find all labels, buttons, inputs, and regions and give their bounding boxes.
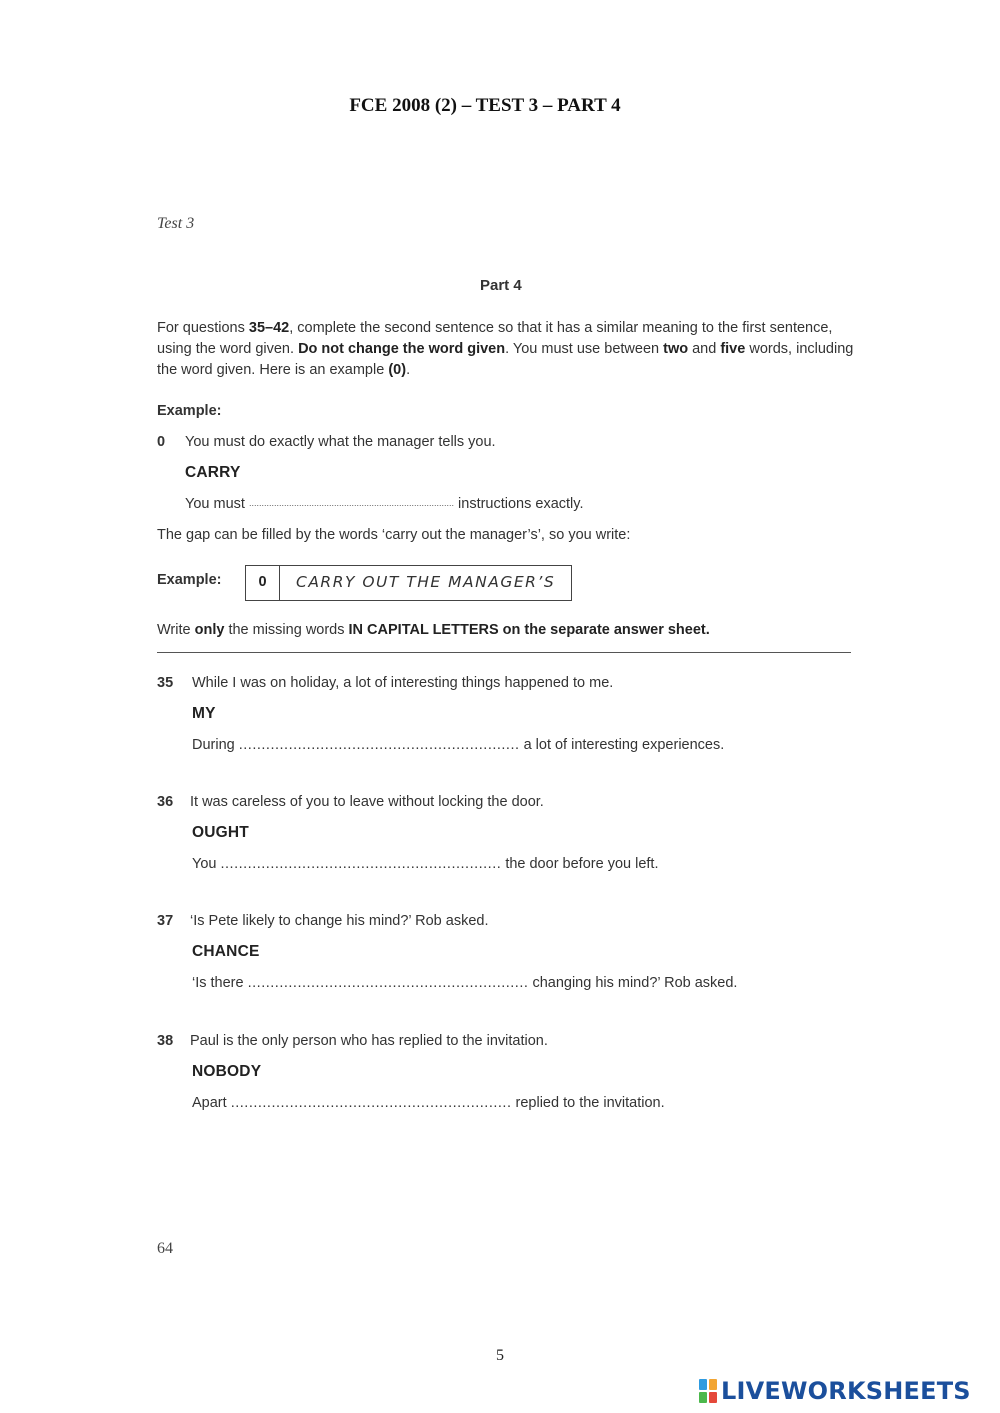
example-heading: Example:: [157, 403, 222, 419]
question-keyword: NOBODY: [192, 1063, 262, 1080]
part-heading: Part 4: [480, 277, 522, 294]
question-sentence: Paul is the only person who has replied to the invitation.: [190, 1033, 548, 1049]
divider-rule: [157, 652, 851, 653]
question-number: 35: [157, 675, 174, 691]
answer-gap[interactable]: ..............................................................: [247, 975, 529, 991]
question-number: 37: [157, 913, 174, 929]
logo-square-orange: [709, 1379, 717, 1390]
logo-square-blue: [699, 1379, 707, 1390]
logo-square-green: [699, 1392, 707, 1403]
question-sentence: While I was on holiday, a lot of interesting things happened to me.: [192, 675, 614, 691]
question-keyword: CHANCE: [192, 943, 260, 960]
question-sentence: It was careless of you to leave without locking the door.: [190, 794, 544, 810]
example-completion: You must .................................................................................. instructions exactly.: [185, 496, 584, 512]
example-sentence: You must do exactly what the manager tells you.: [185, 434, 496, 450]
question-completion: ‘Is there .............................................................. changing his mind?’ Rob asked.: [192, 975, 738, 991]
liveworksheets-wordmark: LIVEWORKSHEETS: [721, 1377, 971, 1405]
example-keyword: CARRY: [185, 464, 241, 481]
question-number: 38: [157, 1033, 174, 1049]
example-box-label: Example:: [157, 572, 222, 588]
example-number: 0: [157, 434, 166, 450]
instructions-paragraph: For questions 35–42, complete the second sentence so that it has a similar meaning to the first sentence, using the word given. Do not change the word given. You must use between two and five words, including the word given. Here is an example (0).: [157, 320, 854, 378]
liveworksheets-logo[interactable]: [698, 1376, 971, 1406]
example-gap: ..................................................................................: [248, 498, 454, 508]
logo-square-red: [709, 1392, 717, 1403]
example-box-number: 0: [246, 566, 280, 600]
question-keyword: OUGHT: [192, 824, 249, 841]
test-label: Test 3: [157, 215, 195, 232]
write-instruction: Write only the missing words IN CAPITAL LETTERS on the separate answer sheet.: [157, 622, 710, 638]
answer-gap[interactable]: ..............................................................: [230, 1095, 512, 1111]
example-note: The gap can be filled by the words ‘carry out the manager’s’, so you write:: [157, 527, 631, 543]
liveworksheets-mark-icon: [698, 1378, 718, 1404]
question-sentence: ‘Is Pete likely to change his mind?’ Rob asked.: [190, 913, 489, 929]
question-completion: During .............................................................. a lot of interesting experiences.: [192, 737, 725, 753]
book-page-number: 64: [157, 1240, 173, 1257]
example-box-answer: CARRY OUT THE MANAGER’S: [296, 573, 556, 591]
page-number: 5: [496, 1347, 504, 1364]
question-keyword: MY: [192, 705, 216, 722]
question-completion: You .............................................................. the door before you left.: [192, 856, 659, 872]
example-answer-box: [245, 565, 572, 601]
answer-gap[interactable]: ..............................................................: [220, 856, 502, 872]
document-title: FCE 2008 (2) – TEST 3 – PART 4: [349, 95, 621, 116]
question-number: 36: [157, 794, 174, 810]
answer-gap[interactable]: ..............................................................: [238, 737, 520, 753]
question-completion: Apart .............................................................. replied to the invitation.: [192, 1095, 665, 1111]
